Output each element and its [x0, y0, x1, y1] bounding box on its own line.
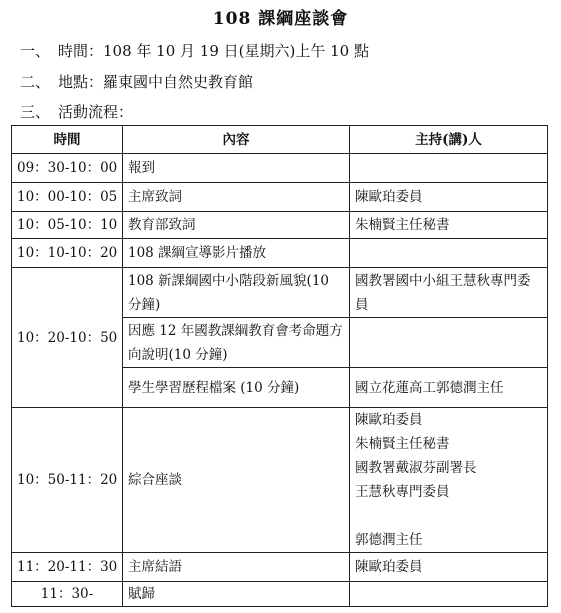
table-row [12, 408, 548, 553]
host-name: 郭德潤主任 [355, 532, 423, 548]
row-content: 因應 12 年國教課綱教育會考命題方向說明(10 分鐘) [123, 318, 350, 368]
host-name: 國教署戴淑芬副署長 [355, 460, 477, 476]
row-time: 11：30- [12, 582, 123, 607]
row-content: 賦歸 [123, 582, 350, 607]
row-content: 報到 [123, 154, 350, 183]
info-flow-number: 三、 [20, 103, 51, 121]
row-host [350, 239, 548, 268]
table-row [12, 212, 548, 239]
table-row [12, 268, 548, 318]
row-host: 國教署國中小組王慧秋專門委員 [350, 268, 548, 318]
row-time: 09：30-10：00 [12, 154, 123, 183]
row-host: 陳歐珀委員 [350, 183, 548, 212]
table-row [12, 239, 548, 268]
row-host [350, 582, 548, 607]
row-host: 朱楠賢主任秘書 [350, 212, 548, 239]
header-content: 內容 [123, 126, 350, 154]
row-content: 主席致詞 [123, 183, 350, 212]
row-time: 10：05-10：10 [12, 212, 123, 239]
schedule-table [11, 125, 548, 607]
row-content: 教育部致詞 [123, 212, 350, 239]
table-row [12, 582, 548, 607]
row-content: 108 課綱宣導影片播放 [123, 239, 350, 268]
row-host: 陳歐珀委員 [350, 553, 548, 582]
row-host [350, 154, 548, 183]
table-row [12, 183, 548, 212]
host-name: 王慧秋專門委員 [355, 484, 450, 500]
table-row [12, 553, 548, 582]
row-time: 10：10-10：20 [12, 239, 123, 268]
row-time: 10：20-10：50 [12, 268, 123, 408]
info-place-number: 二、 [20, 73, 51, 91]
info-flow-label: 活動流程： [58, 103, 134, 121]
row-content: 主席結語 [123, 553, 350, 582]
info-time-number: 一、 [20, 42, 51, 60]
host-gap [355, 504, 542, 528]
row-host [350, 318, 548, 368]
host-name: 朱楠賢主任秘書 [355, 436, 450, 452]
row-time: 11：20-11：30 [12, 553, 123, 582]
row-content: 108 新課綱國中小階段新風貌(10 分鐘) [123, 268, 350, 318]
info-time-label: 時間： [58, 42, 104, 60]
row-content: 綜合座談 [123, 408, 350, 553]
row-time: 10：50-11：20 [12, 408, 123, 553]
table-header-row [12, 126, 548, 154]
row-host-list [350, 408, 548, 553]
header-host: 主持(講)人 [350, 126, 548, 154]
header-time: 時間 [12, 126, 123, 154]
row-content: 學生學習歷程檔案 (10 分鐘) [123, 368, 350, 408]
host-name: 陳歐珀委員 [355, 412, 423, 428]
info-flow [20, 101, 133, 122]
document-title: 108 課綱座談會 [212, 9, 349, 29]
info-place-value: 羅東國中自然史教育館 [103, 73, 254, 91]
info-place-label: 地點： [58, 73, 104, 91]
row-host: 國立花蓮高工郭德潤主任 [350, 368, 548, 408]
row-time: 10：00-10：05 [12, 183, 123, 212]
info-time [20, 40, 369, 61]
table-row [12, 154, 548, 183]
info-time-value: 108 年 10 月 19 日(星期六)上午 10 點 [103, 42, 369, 60]
info-place [20, 71, 253, 92]
